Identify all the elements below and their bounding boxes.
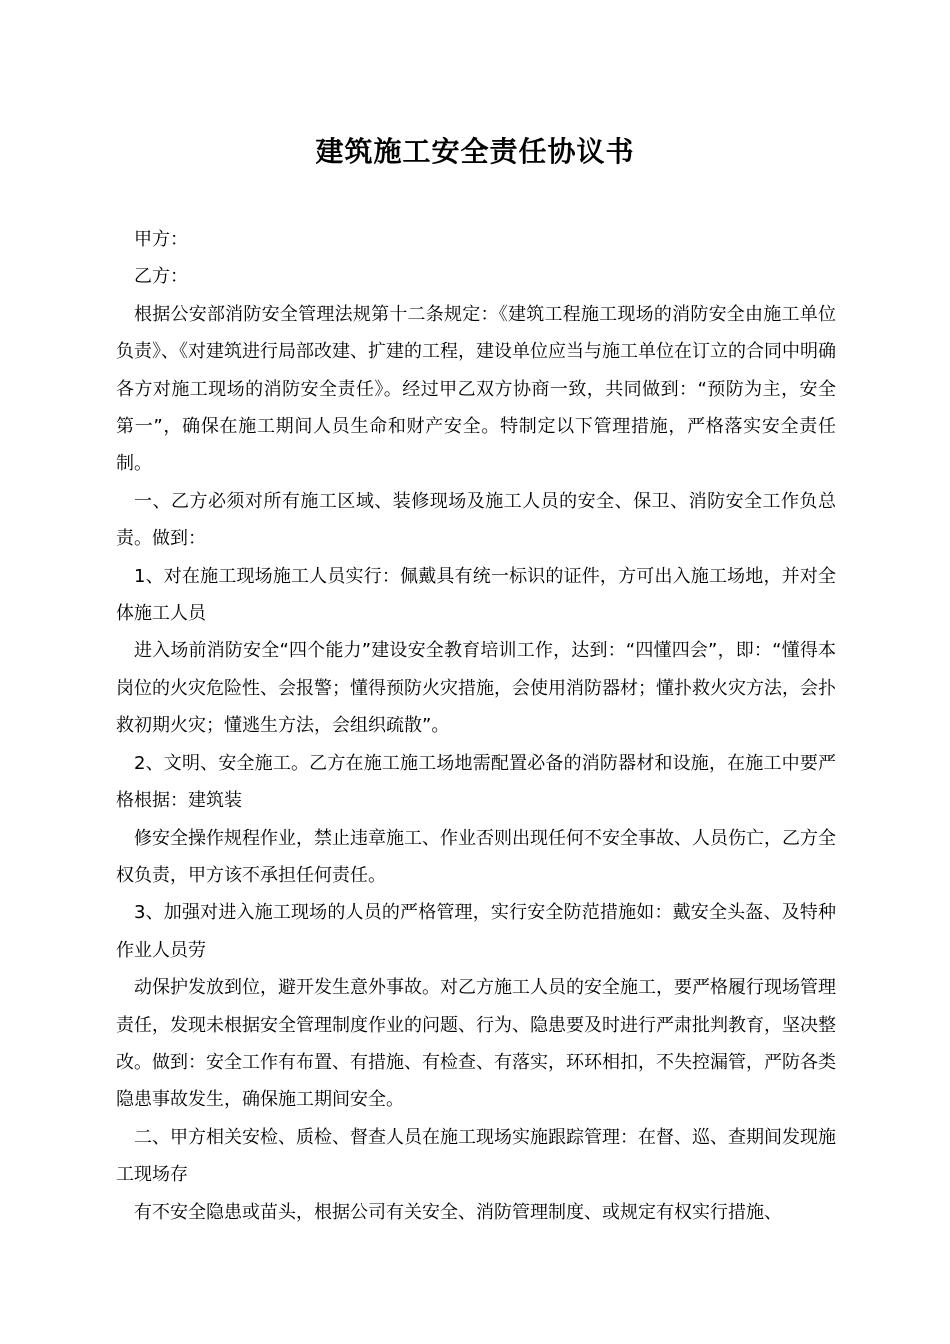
paragraph-item-3-cont: 动保护发放到位，避开发生意外事故。对乙方施工人员的安全施工，要严格履行现场管理责任，发现未根据安全管理制度作业的问题、行为、隐患要及时进行严肃批判教育，坚决整改。做到：安全工作有布置、有措施、有检查、有落实，环环相扣，不失控漏管，严防各类隐患事故发生，确保施工期间安全。 [116,977,836,1111]
paragraph-preamble: 根据公安部消防安全管理法规第十二条规定：《建筑工程施工现场的消防安全由施工单位负责》、《对建筑进行局部改建、扩建的工程，建设单位应当与施工单位在订立的合同中明确各方对施工现场的消防安全责任》。经过甲乙双方协商一致，共同做到：“预防为主，安全第一”，确保在施工期间人员生命和财产安全。特制定以下管理措施，严格落实安全责任制。 [116,303,836,475]
paragraph-item-2-cont: 修安全操作规程作业，禁止违章施工、作业否则出现任何不安全事故、人员伤亡，乙方全权负责，甲方该不承担任何责任。 [116,827,836,886]
paragraph-item-3: 3、加强对进入施工现场的人员的严格管理，实行安全防范措施如：戴安全头盔、及特种作业人员劳 [116,902,836,961]
paragraph-section-1: 一、乙方必须对所有施工区域、装修现场及施工人员的安全、保卫、消防安全工作负总责。做到： [116,490,836,550]
document-body [116,221,836,1231]
paragraph-item-2: 2、文明、安全施工。乙方在施工施工场地需配置必备的消防器材和设施，在施工中要严格根据：建筑装 [116,752,836,812]
paragraph-party-b: 乙方： [134,266,188,288]
paragraph-section-2-cont: 有不安全隐患或苗头，根据公司有关安全、消防管理制度、或规定有权实行措施、 [134,1201,782,1223]
paragraph-item-1-cont: 进入场前消防安全“四个能力”建设安全教育培训工作，达到：“四懂四会”，即：“懂得本岗位的火灾危险性、会报警；懂得预防火灾措施，会使用消防器材；懂扑救火灾方法，会扑救初期火灾；懂逃生方法，会组织疏散”。 [116,640,836,737]
paragraph-item-1: 1、对在施工现场施工人员实行：佩戴具有统一标识的证件，方可出入施工场地，并对全体施工人员 [116,565,836,625]
document-title: 建筑施工安全责任协议书 [315,135,635,168]
paragraph-section-2: 二、甲方相关安检、质检、督查人员在施工现场实施跟踪管理：在督、巡、查期间发现施工现场存 [116,1126,836,1186]
paragraph-party-a: 甲方： [134,229,188,250]
